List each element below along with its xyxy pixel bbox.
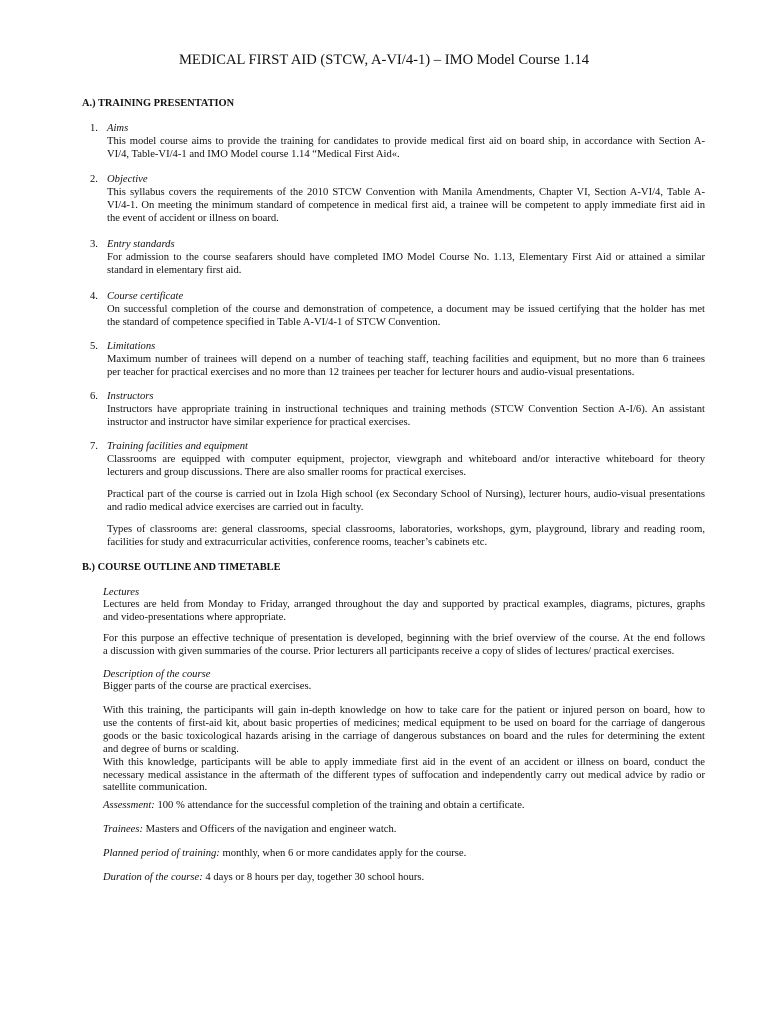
text-line: lecturers and group discussions. There are also smaller rooms for practical exercises. bbox=[107, 466, 466, 478]
description-paragraph-2 bbox=[103, 705, 705, 795]
description-paragraph-1 bbox=[103, 681, 705, 694]
text-line: standard in elementary first aid. bbox=[107, 264, 242, 276]
document-title: MEDICAL FIRST AID (STCW, A-VI/4-1) – IMO Model Course 1.14 bbox=[178, 52, 590, 68]
text-line: use the contents of first-aid kit, about basic properties of medicines; medical equipment to be used on board for the carriage of dangerous bbox=[103, 717, 705, 729]
paragraph-classroom-types bbox=[107, 524, 705, 550]
item-title-objective: Objective bbox=[107, 174, 148, 185]
item-title-training-facilities: Training facilities and equipment bbox=[107, 441, 248, 452]
section-a-heading: A.) TRAINING PRESENTATION bbox=[82, 98, 235, 109]
item-number: 7. bbox=[90, 441, 98, 452]
item-text-aims bbox=[107, 136, 705, 162]
text-line: With this knowledge, participants will be able to apply immediate first aid in the event of an accident or illness on board, conduct the bbox=[103, 756, 705, 768]
text-line: VI/4, Table-VI/4-1 and IMO Model course 1.14 “Medical First Aid«. bbox=[107, 148, 400, 160]
text-line: the standard of competence specified in Table A-VI/4-1 of STCW Convention. bbox=[107, 316, 441, 328]
text-line: For admission to the course seafarers should have completed IMO Model Course No. 1.13, Elementary First Aid or attained a similar bbox=[107, 252, 705, 263]
text-line: With this training, the participants will gain in-depth knowledge on how to take care for the patient or injured person on board, how to bbox=[103, 705, 705, 716]
text-line: goods or the basic toxicological hazards arising in the carriage of dangerous substances on board and the rules for determining the extent bbox=[103, 730, 705, 742]
item-number: 2. bbox=[90, 174, 98, 185]
text-line: Lectures are held from Monday to Friday, arranged throughout the day and supported by practical examples, diagrams, pictures, graphs bbox=[103, 599, 705, 610]
item-text-entry-standards bbox=[107, 252, 705, 278]
text-line: a discussion with given summaries of the course. Prior lecturers all participants receive a copy of slides of lectures/ practical exercises. bbox=[103, 645, 675, 657]
lectures-paragraph-1 bbox=[103, 599, 705, 625]
item-number: 5. bbox=[90, 341, 98, 352]
text-line: and degree of burns or scalding. bbox=[103, 743, 239, 755]
item-number: 1. bbox=[90, 123, 98, 134]
text-line: Maximum number of trainees will depend on a number of teaching staff, teaching facilities and equipment, but no more than 6 trainees bbox=[107, 354, 705, 365]
text-line: necessary medical assistance in the aftermath of the different types of suffocation and independently carry out medical advice by radio or bbox=[103, 769, 705, 781]
assessment-text: 100 % attendance for the successful completion of the training and obtain a certificate. bbox=[154, 800, 525, 811]
text-line: facilities for study and extracurricular activities, conference rooms, teacher’s cabinets etc. bbox=[107, 536, 488, 548]
text-line: Classrooms are equipped with computer equipment, projector, viewgraph and whiteboard and/or interactive whiteboard for theory bbox=[107, 454, 705, 465]
planned-period-text: monthly, when 6 or more candidates apply for the course. bbox=[219, 848, 467, 859]
text-line: For this purpose an effective technique of presentation is developed, beginning with the brief overview of the course. At the end follows bbox=[103, 633, 705, 644]
item-number: 4. bbox=[90, 291, 98, 302]
text-line: Instructors have appropriate training in instructional techniques and training methods (STCW Convention Section A-I/6). An assistant bbox=[107, 404, 705, 415]
text-line: instructor and instructor have similar experience for practical exercises. bbox=[107, 416, 411, 428]
text-line: Bigger parts of the course are practical exercises. bbox=[103, 681, 312, 692]
item-title-instructors: Instructors bbox=[107, 391, 154, 402]
text-line: Types of classrooms are: general classrooms, special classrooms, laboratories, workshops, gym, playground, library and reading room, bbox=[107, 524, 705, 535]
item-number: 3. bbox=[90, 239, 98, 250]
planned-period-line bbox=[103, 848, 705, 861]
text-line: the event of accident or illness on board. bbox=[107, 212, 279, 224]
text-line: and video-presentations where appropriate. bbox=[103, 611, 286, 623]
lectures-paragraph-2 bbox=[103, 633, 705, 659]
item-title-aims: Aims bbox=[107, 123, 129, 134]
item-text-objective bbox=[107, 187, 705, 226]
assessment-label: Assessment: bbox=[103, 800, 155, 811]
text-line: On successful completion of the course and demonstration of competence, a document may be issued certifying that the holder has met bbox=[107, 304, 705, 315]
item-title-limitations: Limitations bbox=[107, 341, 156, 352]
text-line: Practical part of the course is carried out in Izola High school (ex Secondary School of Nursing), lecturer hours, audio-visual presentations bbox=[107, 489, 705, 500]
assessment-line bbox=[103, 800, 705, 813]
text-line: per teacher for practical exercises and no more than 12 trainees per teacher for lecturer hours and audio-visual presentations. bbox=[107, 366, 635, 378]
text-line: This syllabus covers the requirements of the 2010 STCW Convention with Manila Amendments, Chapter VI, Section A-VI/4, Table A- bbox=[107, 187, 705, 198]
item-number: 6. bbox=[90, 391, 98, 402]
planned-period-label: Planned period of training: bbox=[103, 848, 220, 859]
lectures-title: Lectures bbox=[103, 587, 140, 598]
text-line: satellite communication. bbox=[103, 782, 208, 794]
paragraph-practical-part bbox=[107, 489, 705, 515]
description-title: Description of the course bbox=[103, 669, 211, 680]
trainees-text: Masters and Officers of the navigation and engineer watch. bbox=[143, 824, 397, 835]
item-text-training-facilities bbox=[107, 454, 705, 480]
item-title-course-certificate: Course certificate bbox=[107, 291, 184, 302]
text-line: VI/4-1. On meeting the minimum standard of competence in medical first aid, a trainee will be competent to apply immediate first aid in bbox=[107, 199, 705, 211]
trainees-line bbox=[103, 824, 705, 837]
item-text-limitations bbox=[107, 354, 705, 380]
section-b-heading: B.) COURSE OUTLINE AND TIMETABLE bbox=[82, 562, 281, 573]
trainees-label: Trainees: bbox=[103, 824, 144, 835]
text-line: and radio medical advice exercises are carried out in faculty. bbox=[107, 501, 364, 513]
item-text-course-certificate bbox=[107, 304, 705, 330]
duration-label: Duration of the course: bbox=[103, 872, 203, 883]
duration-line bbox=[103, 872, 705, 885]
duration-text: 4 days or 8 hours per day, together 30 school hours. bbox=[202, 872, 425, 883]
item-title-entry-standards: Entry standards bbox=[107, 239, 175, 250]
item-text-instructors bbox=[107, 404, 705, 430]
text-line: This model course aims to provide the training for candidates to provide medical first aid on board ship, in accordance with Section A- bbox=[107, 136, 705, 147]
